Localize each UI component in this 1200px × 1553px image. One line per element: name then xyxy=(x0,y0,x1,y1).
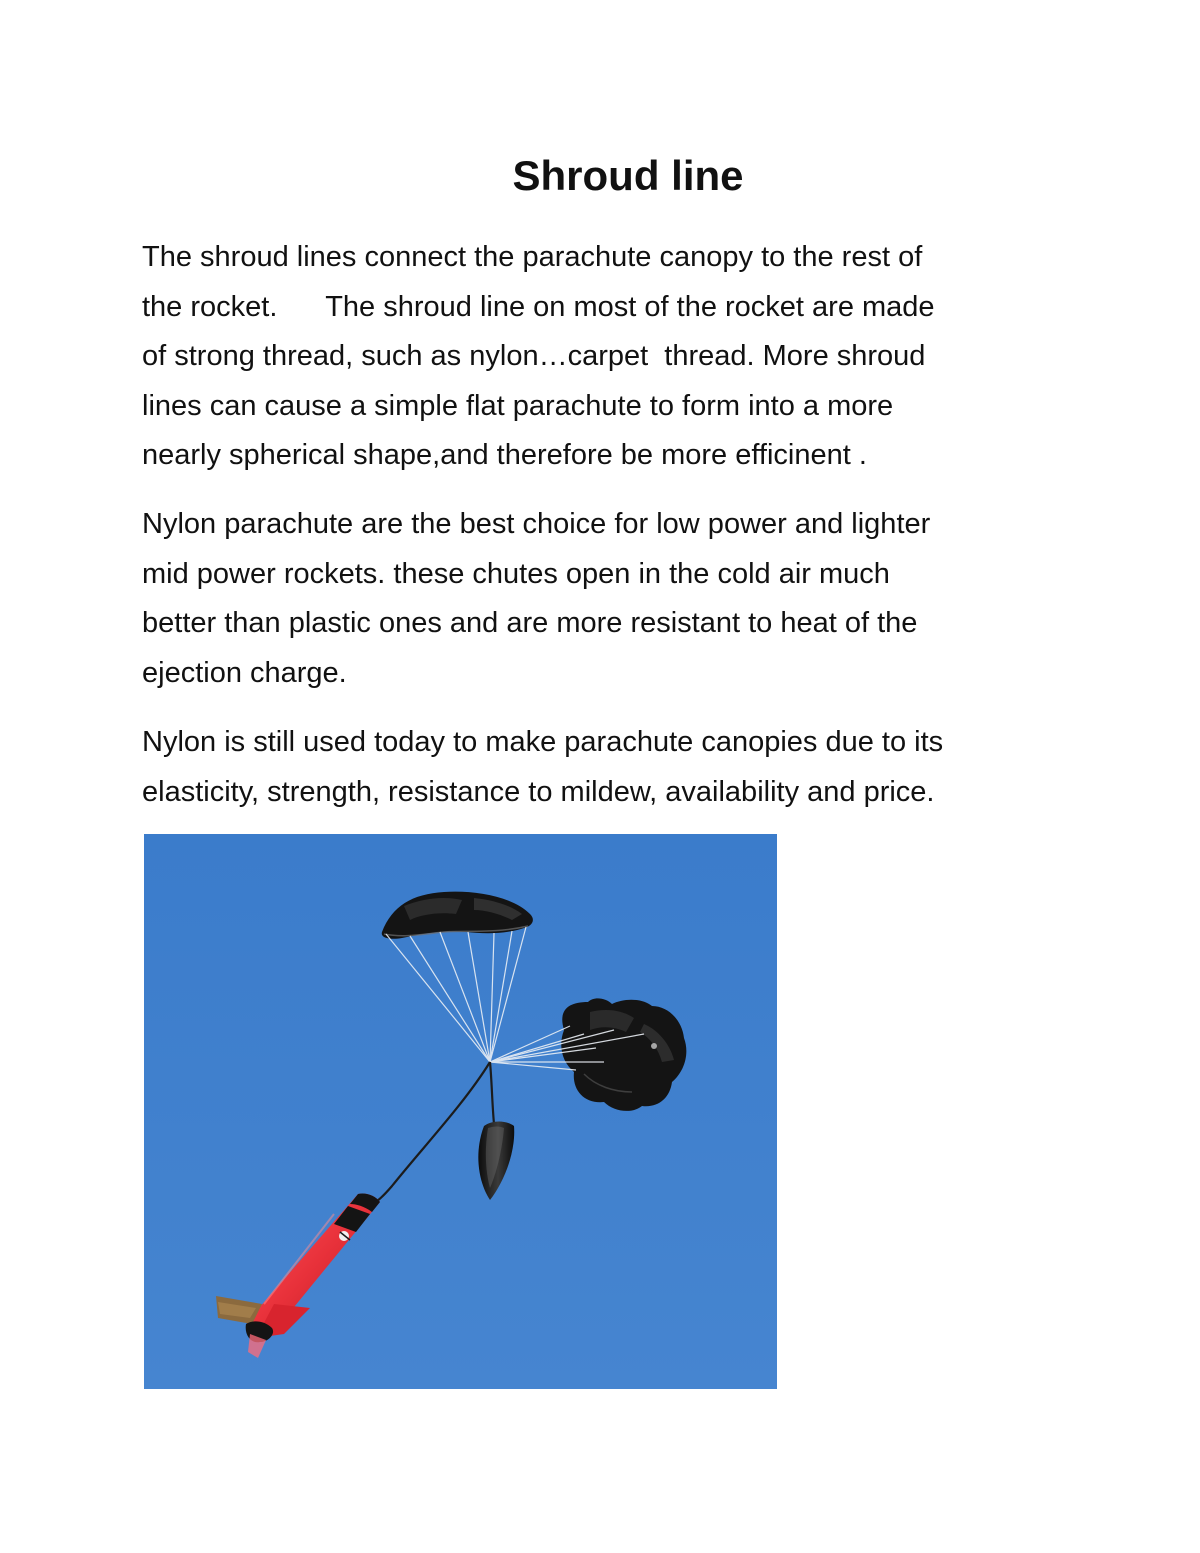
paragraph-shroud-lines xyxy=(142,233,1042,481)
paragraph-nylon-uses xyxy=(142,718,1042,817)
rocket-parachute-illustration xyxy=(144,834,777,1389)
paragraph-line: The shroud lines connect the parachute canopy to the rest of xyxy=(142,241,923,273)
paragraph-line: Nylon parachute are the best choice for low power and lighter xyxy=(142,508,931,540)
paragraph-nylon-parachute xyxy=(142,500,1042,698)
paragraph-line: Nylon is still used today to make parachute canopies due to its xyxy=(142,726,944,758)
paragraph-line: nearly spherical shape,and therefore be more efficinent . xyxy=(142,439,867,471)
paragraph-line: mid power rockets. these chutes open in the cold air much xyxy=(142,557,890,590)
paragraph-line: lines can cause a simple flat parachute to form into a more xyxy=(142,389,894,422)
paragraph-line: elasticity, strength, resistance to mildew, availability and price. xyxy=(142,775,935,808)
paragraph-line: the rocket. The shroud line on most of the rocket are made xyxy=(142,290,935,323)
paragraph-line: ejection charge. xyxy=(142,656,347,689)
rocket-parachute-photo xyxy=(144,834,777,1389)
paragraph-line: of strong thread, such as nylon…carpet thread. More shroud xyxy=(142,340,926,372)
paragraph-line: better than plastic ones and are more resistant to heat of the xyxy=(142,607,918,639)
page-title: Shroud line xyxy=(512,152,744,199)
